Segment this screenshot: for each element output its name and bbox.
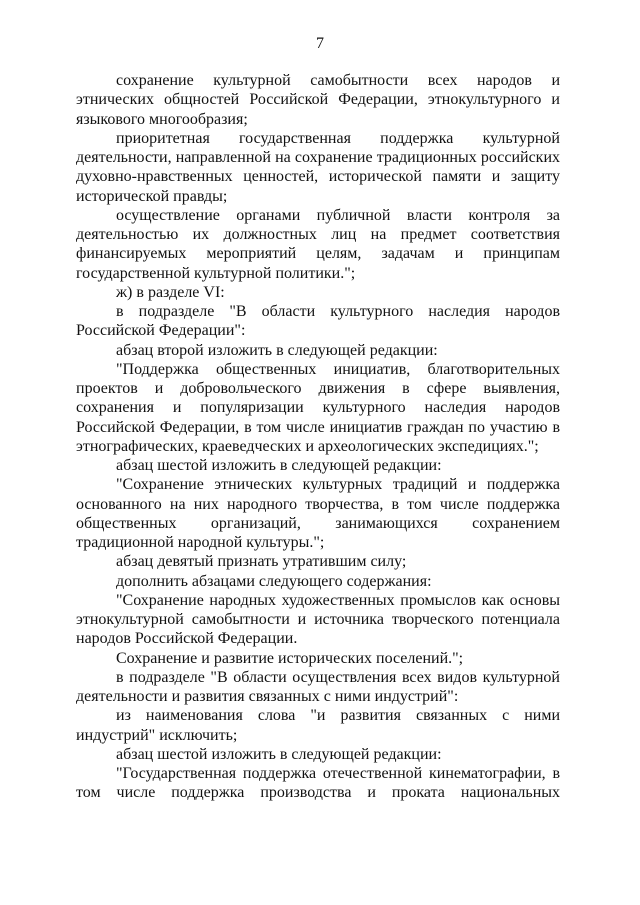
paragraph-add-abzacs: дополнить абзацами следующего содержания:	[116, 572, 432, 590]
paragraph-historic-settlements: Сохранение и развитие исторических поселений.";	[116, 649, 464, 667]
paragraph-remove-words: из наименования слова "и развития связанных с ними индустрий" исключить;	[76, 707, 560, 744]
paragraph-public-initiatives: "Поддержка общественных инициатив, благотворительных проектов и добровольческого движения в сфере выявления, сохранения и популяризации культурного наследия народов Российской Федерации, в том числе инициатив граждан по участию в этнографических, краеведческих и археологических экспедициях.";	[76, 360, 560, 455]
paragraph-priority-support: приоритетная государственная поддержка культурной деятельности, направленной на сохранение традиционных российских духовно-нравственных ценностей, исторической памяти и защиту исторической правды;	[76, 129, 560, 205]
paragraph-folk-crafts: "Сохранение народных художественных промыслов как основы этнокультурной самобытности и источника творческого потенциала народов Российской Федерации.	[76, 591, 560, 648]
paragraph-public-control: осуществление органами публичной власти контроля за деятельностью их должностных лиц на предмет соответствия финансируемых мероприятий целям, задачам и принципам государственной культурной политики.";	[76, 206, 560, 282]
paragraph-second-abzac: абзац второй изложить в следующей редакции:	[116, 341, 438, 359]
paragraph-sixth-abzac-2: абзац шестой изложить в следующей редакции:	[116, 745, 442, 763]
page-number: 7	[316, 35, 324, 52]
paragraph-section-vi: ж) в разделе VI:	[116, 283, 225, 301]
paragraph-ninth-abzac-void: абзац девятый признать утратившим силу;	[116, 553, 407, 571]
paragraph-cultural-activity-subsection: в подразделе "В области осуществления всех видов культурной деятельности и развития связанных с ними индустрий":	[76, 668, 560, 705]
paragraph-ethnic-traditions: "Сохранение этнических культурных традиций и поддержка основанного на них народного творчества, в том числе поддержка общественных организаций, занимающихся сохранением традиционной народной культуры.";	[76, 476, 560, 551]
paragraph-heritage-subsection: в подразделе "В области культурного наследия народов Российской Федерации":	[76, 303, 560, 340]
document-body	[76, 71, 560, 803]
paragraph-cultural-identity: сохранение культурной самобытности всех народов и этнических общностей Российской Федерации, этнокультурного и языкового многообразия;	[76, 72, 560, 128]
paragraph-cinema-support: "Государственная поддержка отечественной кинематографии, в том числе поддержка производства и проката национальных	[76, 765, 560, 802]
paragraph-sixth-abzac: абзац шестой изложить в следующей редакции:	[116, 457, 442, 474]
